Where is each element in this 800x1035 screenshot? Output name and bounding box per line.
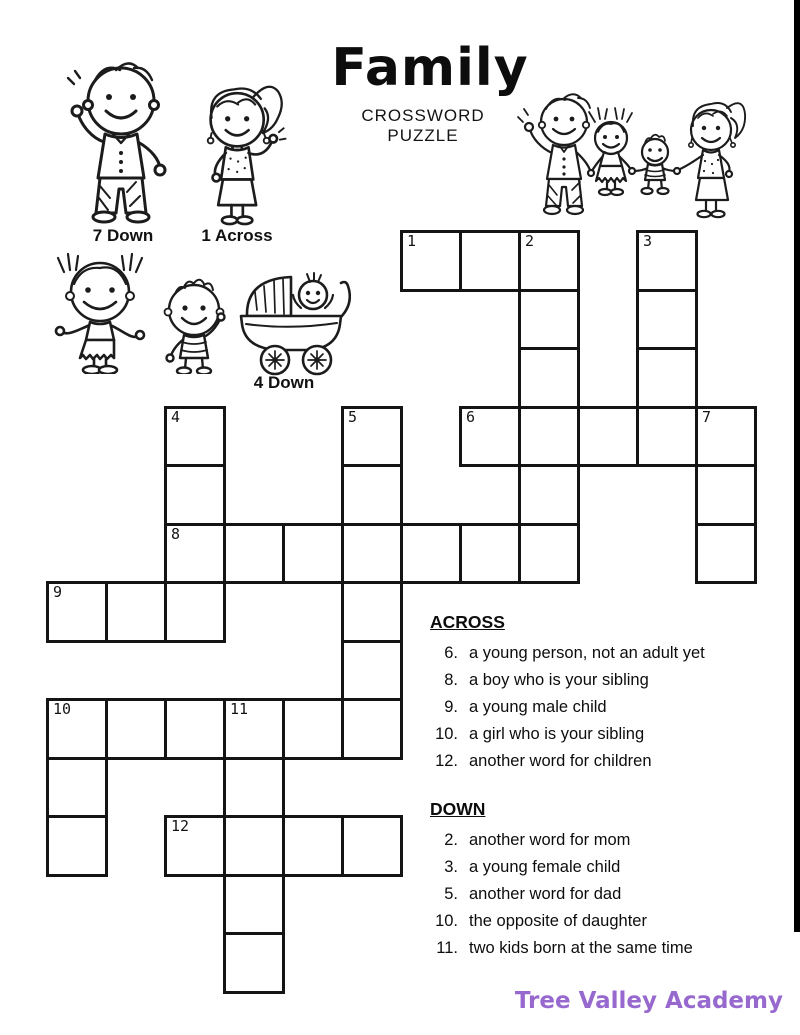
clue-text: another word for dad (469, 885, 622, 903)
across-clue-9 (430, 698, 770, 717)
crossword-cell-r0-c10[interactable] (636, 230, 698, 292)
crossword-cell-r3-c5[interactable] (341, 406, 403, 467)
crossword-cell-r8-c4[interactable] (282, 698, 344, 760)
crossword-cell-r4-c2[interactable] (164, 464, 226, 526)
cell-number: 1 (407, 232, 417, 250)
across-clue-8 (430, 671, 770, 690)
cell-number: 3 (643, 232, 653, 250)
crossword-cell-r5-c2[interactable] (164, 523, 226, 584)
clue-text: two kids born at the same time (469, 939, 693, 957)
brand-logo-text: Tree Valley Academy (514, 988, 783, 1014)
clue-number: 8. (444, 671, 458, 689)
mom-figure-label: 1 Across (201, 226, 273, 245)
girl-illustration (48, 252, 152, 374)
down-clue-2 (430, 831, 770, 850)
baby-carriage-illustration (233, 266, 351, 376)
down-heading: DOWN (430, 799, 486, 819)
clue-number: 2. (444, 831, 458, 849)
page-subtitle: CROSSWORD PUZZLE (361, 106, 485, 145)
crossword-cell-r3-c11[interactable] (695, 406, 757, 467)
cell-number: 12 (171, 817, 190, 835)
clue-number: 12. (435, 752, 458, 770)
crossword-cell-r3-c8[interactable] (518, 406, 580, 467)
crossword-cell-r10-c2[interactable] (164, 815, 226, 877)
crossword-cell-r0-c7[interactable] (459, 230, 521, 292)
family-mom-figure (674, 103, 745, 217)
crossword-cell-r9-c0[interactable] (46, 757, 108, 818)
down-clue-list (430, 831, 770, 958)
crossword-cell-r5-c3[interactable] (223, 523, 285, 584)
down-clue-5 (430, 885, 770, 904)
crossword-cell-r6-c0[interactable] (46, 581, 108, 643)
crossword-cell-r12-c3[interactable] (223, 932, 285, 994)
clue-number: 10. (435, 912, 458, 930)
crossword-cell-r8-c2[interactable] (164, 698, 226, 760)
clue-text: a young person, not an adult yet (469, 644, 705, 662)
crossword-cell-r0-c8[interactable] (518, 230, 580, 292)
clue-text: a boy who is your sibling (469, 671, 649, 689)
across-clues-section (430, 612, 770, 779)
dad-figure-label: 7 Down (92, 226, 154, 245)
clue-text: a girl who is your sibling (469, 725, 645, 743)
across-clue-6 (430, 644, 770, 663)
across-clue-list (430, 644, 770, 771)
page-title: Family (331, 38, 529, 98)
clue-text: a young female child (469, 858, 621, 876)
clue-text: a young male child (469, 698, 607, 716)
cell-number: 7 (702, 408, 712, 426)
crossword-cell-r4-c5[interactable] (341, 464, 403, 526)
cell-number: 2 (525, 232, 535, 250)
crossword-cell-r10-c5[interactable] (341, 815, 403, 877)
crossword-cell-r0-c6[interactable] (400, 230, 462, 292)
crossword-cell-r1-c8[interactable] (518, 289, 580, 350)
family-girl-figure (588, 108, 632, 195)
down-clues-section (430, 799, 770, 966)
mom-illustration (190, 78, 290, 226)
crossword-cell-r6-c1[interactable] (105, 581, 167, 643)
crossword-cell-r5-c11[interactable] (695, 523, 757, 584)
family-boy-figure (629, 135, 676, 194)
cell-number: 5 (348, 408, 358, 426)
family-dad-figure (518, 94, 590, 214)
crossword-cell-r4-c11[interactable] (695, 464, 757, 526)
across-clue-12 (430, 752, 770, 771)
clue-text: another word for children (469, 752, 652, 770)
across-heading: ACROSS (430, 612, 505, 632)
dad-illustration (64, 56, 176, 224)
crossword-cell-r6-c2[interactable] (164, 581, 226, 643)
crossword-cell-r5-c7[interactable] (459, 523, 521, 584)
crossword-cell-r10-c0[interactable] (46, 815, 108, 877)
crossword-cell-r8-c5[interactable] (341, 698, 403, 760)
crossword-cell-r5-c5[interactable] (341, 523, 403, 584)
crossword-cell-r8-c1[interactable] (105, 698, 167, 760)
crossword-cell-r1-c10[interactable] (636, 289, 698, 350)
crossword-cell-r4-c8[interactable] (518, 464, 580, 526)
clue-text: the opposite of daughter (469, 912, 647, 930)
cell-number: 10 (53, 700, 72, 718)
clue-number: 6. (444, 644, 458, 662)
family-illustration (515, 86, 760, 224)
cell-number: 9 (53, 583, 63, 601)
clue-number: 9. (444, 698, 458, 716)
crossword-cell-r7-c5[interactable] (341, 640, 403, 701)
cell-number: 6 (466, 408, 476, 426)
boy-illustration (155, 276, 233, 374)
down-clue-11 (430, 939, 770, 958)
clue-number: 3. (444, 858, 458, 876)
across-clue-10 (430, 725, 770, 744)
crossword-cell-r9-c3[interactable] (223, 757, 285, 818)
crossword-cell-r5-c8[interactable] (518, 523, 580, 584)
cell-number: 4 (171, 408, 181, 426)
crossword-cell-r3-c9[interactable] (577, 406, 639, 467)
crossword-cell-r3-c7[interactable] (459, 406, 521, 467)
crossword-cell-r5-c4[interactable] (282, 523, 344, 584)
down-clue-3 (430, 858, 770, 877)
crossword-cell-r6-c5[interactable] (341, 581, 403, 643)
clue-number: 5. (444, 885, 458, 903)
clue-number: 11. (436, 939, 458, 957)
crossword-cell-r5-c6[interactable] (400, 523, 462, 584)
cell-number: 8 (171, 525, 181, 543)
clue-number: 10. (435, 725, 458, 743)
cell-number: 11 (230, 700, 249, 718)
down-clue-10 (430, 912, 770, 931)
clue-text: another word for mom (469, 831, 631, 849)
page-edge-scan-artifact (794, 0, 800, 932)
crossword-cell-r8-c0[interactable] (46, 698, 108, 760)
crossword-cell-r10-c3[interactable] (223, 815, 285, 877)
crossword-cell-r2-c10[interactable] (636, 347, 698, 409)
crossword-cell-r10-c4[interactable] (282, 815, 344, 877)
crossword-cell-r2-c8[interactable] (518, 347, 580, 409)
crossword-cell-r3-c10[interactable] (636, 406, 698, 467)
crossword-cell-r3-c2[interactable] (164, 406, 226, 467)
crossword-cell-r8-c3[interactable] (223, 698, 285, 760)
crossword-cell-r11-c3[interactable] (223, 874, 285, 935)
baby-carriage-label: 4 Down (253, 373, 315, 392)
